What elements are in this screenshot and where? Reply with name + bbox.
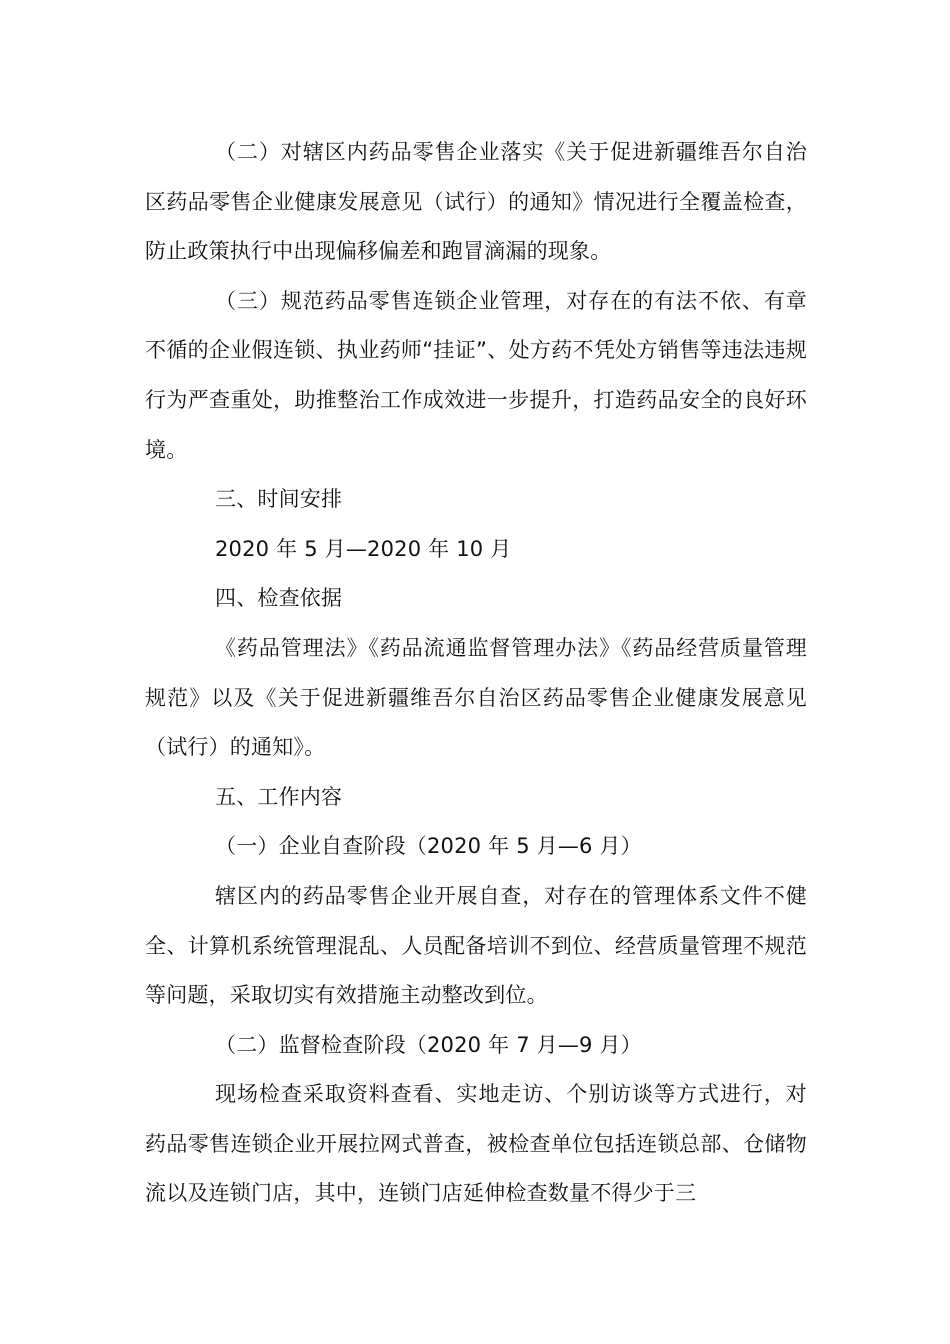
subheading-supervision-stage: （二）监督检查阶段（2020 年 7 月—9 月） bbox=[215, 1032, 642, 1057]
paragraph-self-inspection: 辖区内的药品零售企业开展自查，对存在的管理体系文件不健全、计算机系统管理混乱、人员配备培训不到位、经营质量管理不规范等问题，采取切实有效措施主动整改到位。 bbox=[145, 883, 807, 1008]
time-range: 2020 年 5 月—2020 年 10 月 bbox=[215, 536, 512, 561]
document-body bbox=[145, 128, 807, 1219]
heading-work-content: 五、工作内容 bbox=[215, 784, 343, 809]
subheading-self-inspection: （一）企业自查阶段（2020 年 5 月—6 月） bbox=[215, 834, 642, 859]
heading-inspection-basis: 四、检查依据 bbox=[215, 586, 343, 611]
paragraph-supervision-check: （二）对辖区内药品零售企业落实《关于促进新疆维吾尔自治区药品零售企业健康发展意见（试行）的通知》情况进行全覆盖检查，防止政策执行中出现偏移偏差和跑冒滴漏的现象。 bbox=[145, 140, 807, 264]
paragraph-onsite-inspection: 现场检查采取资料查看、实地走访、个别访谈等方式进行，对药品零售连锁企业开展拉网式普查，被检查单位包括连锁总部、仓储物流以及连锁门店，其中，连锁门店延伸检查数量不得少于三 bbox=[145, 1082, 807, 1206]
heading-time-schedule: 三、时间安排 bbox=[215, 487, 343, 512]
paragraph-chain-management: （三）规范药品零售连锁企业管理，对存在的有法不依、有章不循的企业假连锁、执业药师“挂证”、处方药不凭处方销售等违法违规行为严查重处，助推整治工作成效进一步提升，打造药品安全的良好环境。 bbox=[145, 288, 807, 462]
paragraph-regulations: 《药品管理法》《药品流通监督管理办法》《药品经营质量管理规范》以及《关于促进新疆维吾尔自治区药品零售企业健康发展意见（试行）的通知》。 bbox=[145, 635, 807, 760]
